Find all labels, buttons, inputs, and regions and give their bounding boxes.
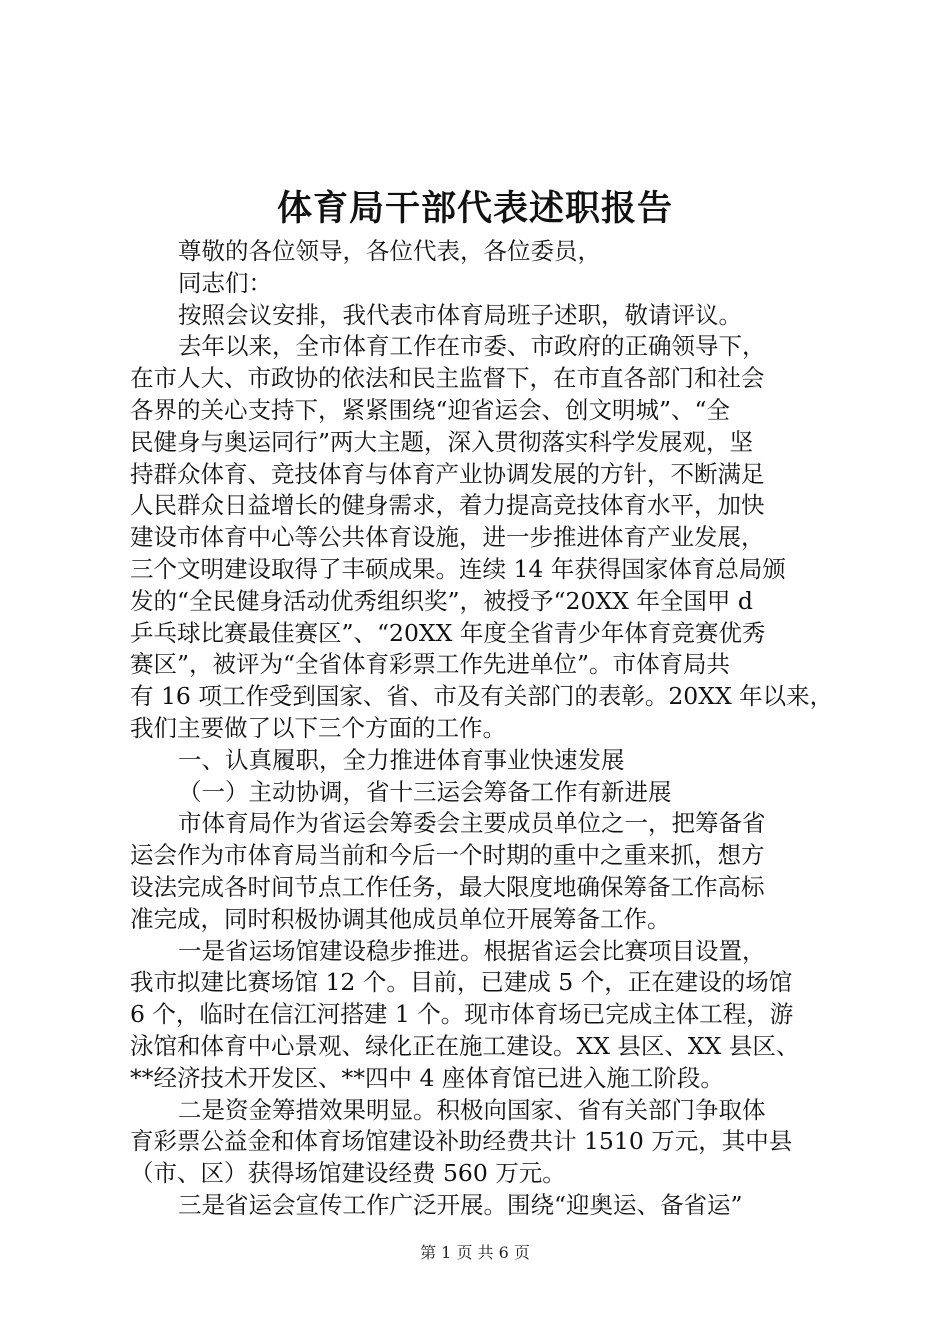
body-line: 乒乓球比赛最佳赛区”、“20XX 年度全省青少年体育竞赛优秀 [130,618,766,647]
body-line: 在市人大、市政协的依法和民主监督下，在市直各部门和社会 [130,364,765,393]
body-line: 民健身与奥运同行”两大主题，深入贯彻落实科学发展观，坚 [130,427,754,456]
body-line: 人民群众日益增长的健身需求，着力提高竞技体育水平，加快 [130,491,765,520]
body-line: 发的“全民健身活动优秀组织奖”，被授予“20XX 年全国甲 d [130,586,753,615]
body-line: 持群众体育、竞技体育与体育产业协调发展的方针，不断满足 [130,459,765,488]
body-line: 设法完成各时间节点工作任务，最大限度地确保筹备工作高标 [130,872,765,901]
body-line: 三是省运会宣传工作广泛开展。围绕“迎奥运、备省运” [178,1190,743,1219]
document-title: 体育局干部代表述职报告 [276,188,673,229]
body-line: 三个文明建设取得了丰硕成果。连续 14 年获得国家体育总局颁 [130,554,786,583]
body-line: 市体育局作为省运会筹委会主要成员单位之一，把筹备省 [178,809,766,838]
body-line: （市、区）获得场馆建设经费 560 万元。 [130,1159,566,1188]
page-footer: 第 1 页 共 6 页 [420,1243,530,1262]
body-line: 同志们： [178,268,272,297]
body-line: 建设市体育中心等公共体育设施，进一步推进体育产业发展， [130,523,765,552]
body-line: 我市拟建比赛场馆 12 个。目前，已建成 5 个，正在建设的场馆 [130,968,793,997]
body-line: 二是资金筹措效果明显。积极向国家、省有关部门争取体 [178,1095,766,1124]
document-body [130,236,834,1222]
body-line: 各界的关心支持下，紧紧围绕“迎省运会、创文明城”、“全 [130,395,731,424]
body-line: 运会作为市体育局当前和今后一个时期的重中之重来抓，想方 [130,841,765,870]
body-line: 尊敬的各位领导，各位代表，各位委员， [178,237,601,265]
body-line: 我们主要做了以下三个方面的工作。 [130,713,506,742]
body-line: 去年以来，全市体育工作在市委、市政府的正确领导下， [178,332,766,361]
body-line: 赛区”，被评为“全省体育彩票工作先进单位”。市体育局共 [130,650,731,679]
body-line: 一、认真履职，全力推进体育事业快速发展 [178,745,625,774]
body-line: **经济技术开发区、**四中 4 座体育馆已进入施工阶段。 [130,1063,724,1092]
body-line: 泳馆和体育中心景观、绿化正在施工建设。XX 县区、XX 县区、 [130,1031,800,1060]
body-line: 6 个，临时在信江河搭建 1 个。现市体育场已完成主体工程，游 [130,1000,794,1029]
body-line: 按照会议安排，我代表市体育局班子述职，敬请评议。 [178,300,742,329]
body-line: 一是省运场馆建设稳步推进。根据省运会比赛项目设置， [178,936,766,965]
body-line: 育彩票公益金和体育场馆建设补助经费共计 1510 万元，其中县 [130,1127,793,1156]
body-line: （一）主动协调，省十三运会筹备工作有新进展 [178,777,672,806]
body-line: 有 16 项工作受到国家、省、市及有关部门的表彰。20XX 年以来， [130,682,834,711]
body-line: 准完成，同时积极协调其他成员单位开展筹备工作。 [130,904,671,933]
